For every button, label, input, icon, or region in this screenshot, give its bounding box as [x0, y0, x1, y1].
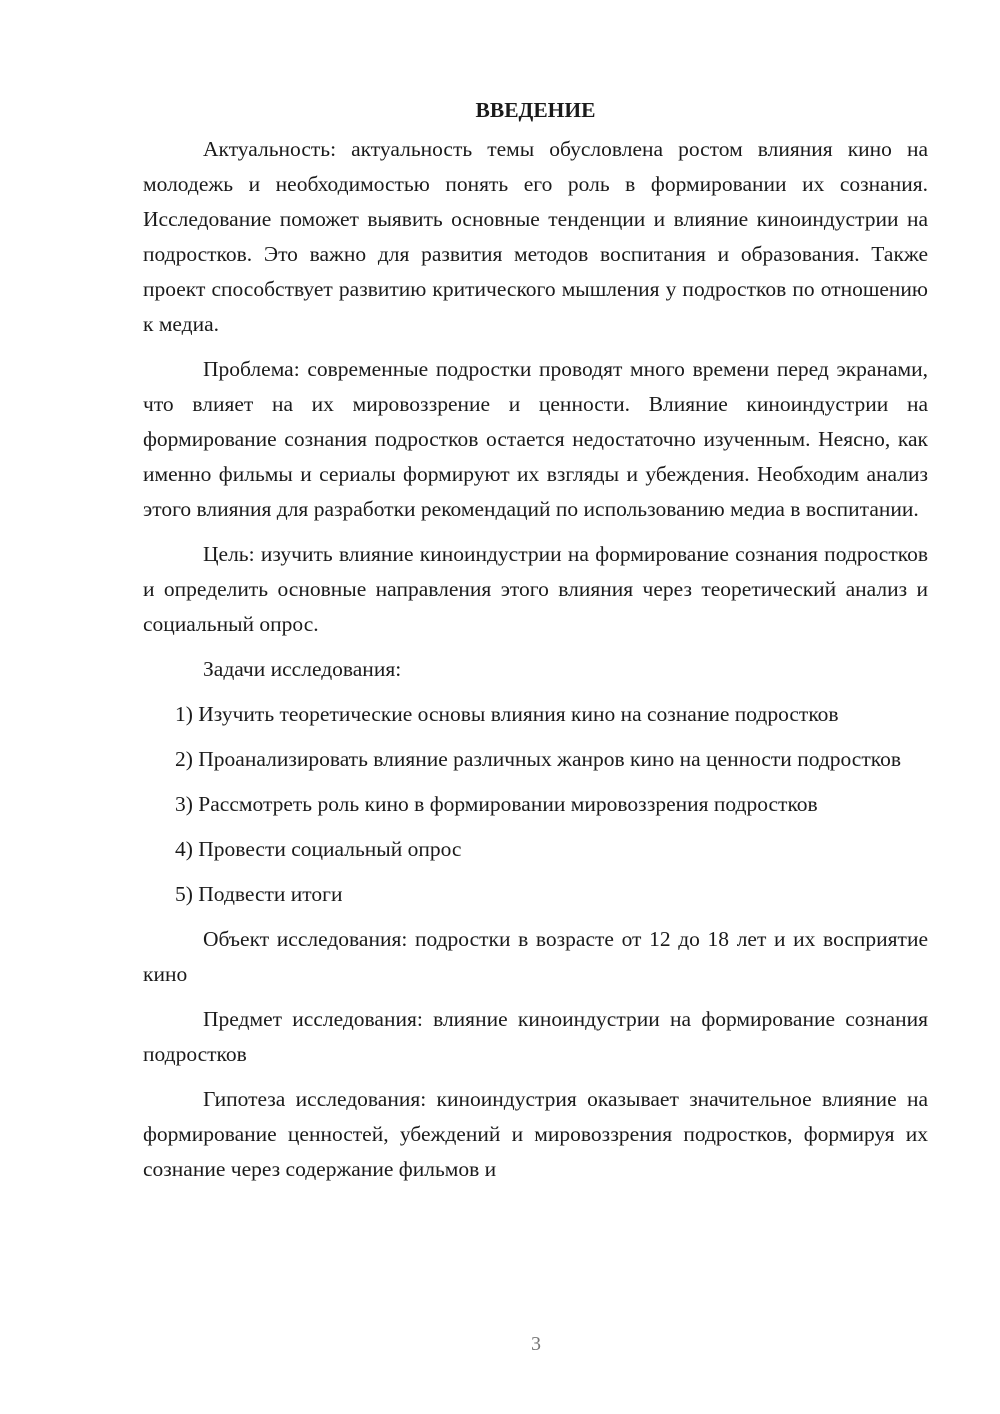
section-title: ВВЕДЕНИЕ [475, 98, 596, 122]
relevance-paragraph: Актуальность: актуальность темы обусловлена ростом влияния кино на молодежь и необходимостью понять его роль в формировании их сознания. Исследование поможет выявить основные тенденции и влияние киноиндустрии на подростков. Это важно для развития методов воспитания и образования. Также проект способствует развитию критического мышления у подростков по отношению к медиа. [143, 137, 928, 336]
task-item: 1) Изучить теоретические основы влияния кино на сознание подростков [175, 702, 839, 726]
tasks-heading: Задачи исследования: [203, 657, 402, 681]
task-item: 3) Рассмотреть роль кино в формировании мировоззрения подростков [175, 792, 818, 816]
hypothesis-paragraph: Гипотеза исследования: киноиндустрия оказывает значительное влияние на формирование ценностей, убеждений и мировоззрения подростков, формируя их сознание через содержание фильмов и [143, 1087, 928, 1181]
problem-paragraph: Проблема: современные подростки проводят много времени перед экранами, что влияет на их мировоззрение и ценности. Влияние киноиндустрии на формирование сознания подростков остается недостаточно изученным. Неясно, как именно фильмы и сериалы формируют их взгляды и убеждения. Необходим анализ этого влияния для разработки рекомендаций по использованию медиа в воспитании. [143, 357, 928, 521]
task-item: 4) Провести социальный опрос [175, 837, 462, 861]
page-number: 3 [531, 1333, 541, 1355]
document-page [143, 92, 928, 1187]
task-item: 2) Проанализировать влияние различных жанров кино на ценности подростков [175, 747, 901, 771]
task-item: 5) Подвести итоги [175, 882, 343, 906]
goal-paragraph: Цель: изучить влияние киноиндустрии на формирование сознания подростков и определить основные направления этого влияния через теоретический анализ и социальный опрос. [143, 542, 928, 636]
subject-paragraph: Предмет исследования: влияние киноиндустрии на формирование сознания подростков [143, 1007, 928, 1066]
object-paragraph: Объект исследования: подростки в возрасте от 12 до 18 лет и их восприятие кино [143, 927, 928, 986]
